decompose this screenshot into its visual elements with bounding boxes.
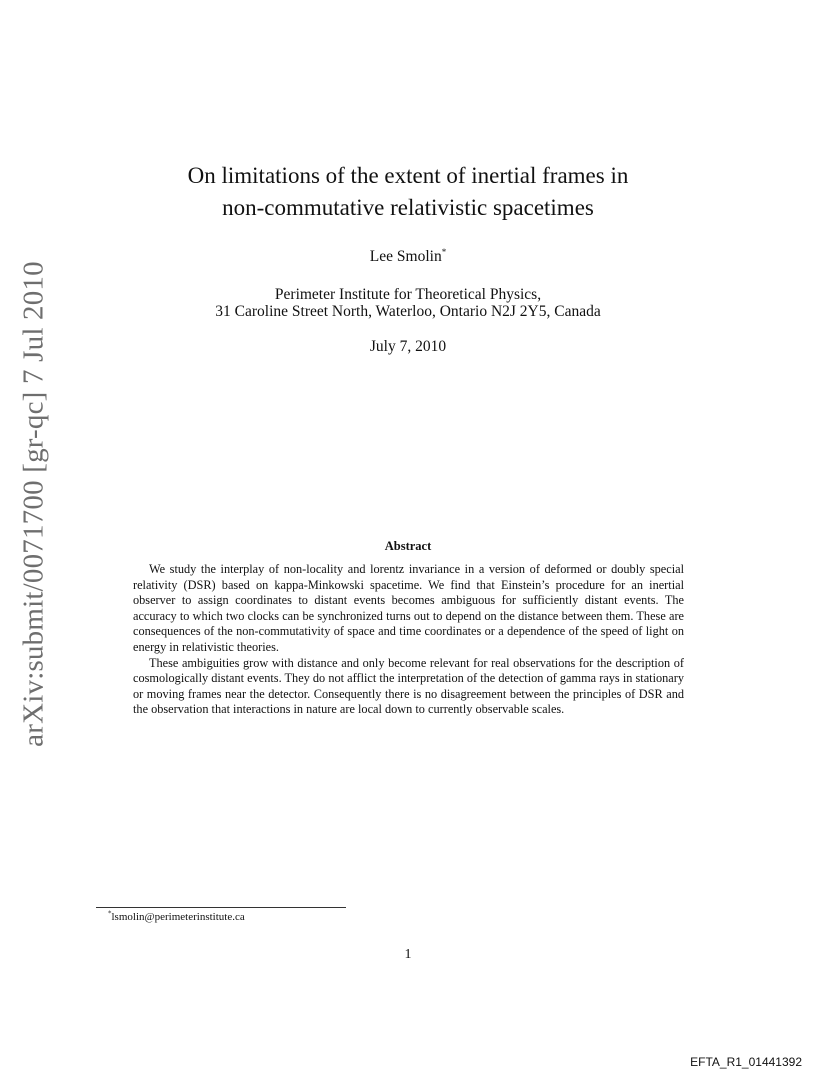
document-id: EFTA_R1_01441392	[690, 1055, 802, 1069]
footnote	[108, 911, 245, 923]
author-footnote-mark: *	[441, 246, 447, 257]
abstract-paragraph-1: We study the interplay of non-locality and lorentz invariance in a version of deformed or doubly special relativity (DSR) based on kappa-Minkowski spacetime. We find that Einstein’s procedure for an inertial observer to assign coordinates to distant events becomes ambiguous for sufficiently distant events. The accuracy to which two clocks can be synchronized turns out to depend on the distance between them. These are consequences of the non-commutativity of space and time coordinates or a dependence of the speed of light on energy in relativistic theories.	[133, 562, 684, 654]
author-name: Lee Smolin	[369, 248, 442, 265]
page-number: 1	[404, 947, 412, 962]
paper-title	[80, 160, 736, 224]
abstract-heading: Abstract	[384, 539, 432, 553]
arxiv-stamp	[14, 261, 54, 747]
paper-title-line-1: On limitations of the extent of inertial frames in	[187, 163, 629, 188]
paper-title-line-2: non-commutative relativistic spacetimes	[222, 195, 594, 220]
author	[80, 248, 736, 266]
affiliation-line-1: Perimeter Institute for Theoretical Physics,	[274, 286, 542, 303]
arxiv-stamp-text: arXiv:submit/0071700 [gr-qc] 7 Jul 2010	[17, 261, 50, 747]
footnote-email: lsmolin@perimeterinstitute.ca	[111, 911, 245, 923]
abstract-body	[133, 562, 684, 718]
abstract-paragraph-2: These ambiguities grow with distance and only become relevant for real observations for the description of cosmologically distant events. They do not afflict the interpretation of the detection of gamma rays in stationary or moving frames near the detector. Consequently there is no disagreement between the principles of DSR and the observation that interactions in nature are local down to currently observable scales.	[133, 655, 684, 717]
paper-date: July 7, 2010	[369, 338, 447, 355]
footnote-mark: *	[108, 909, 112, 918]
affiliation-line-2: 31 Caroline Street North, Waterloo, Ontario N2J 2Y5, Canada	[215, 303, 601, 320]
footnote-divider	[96, 907, 346, 908]
